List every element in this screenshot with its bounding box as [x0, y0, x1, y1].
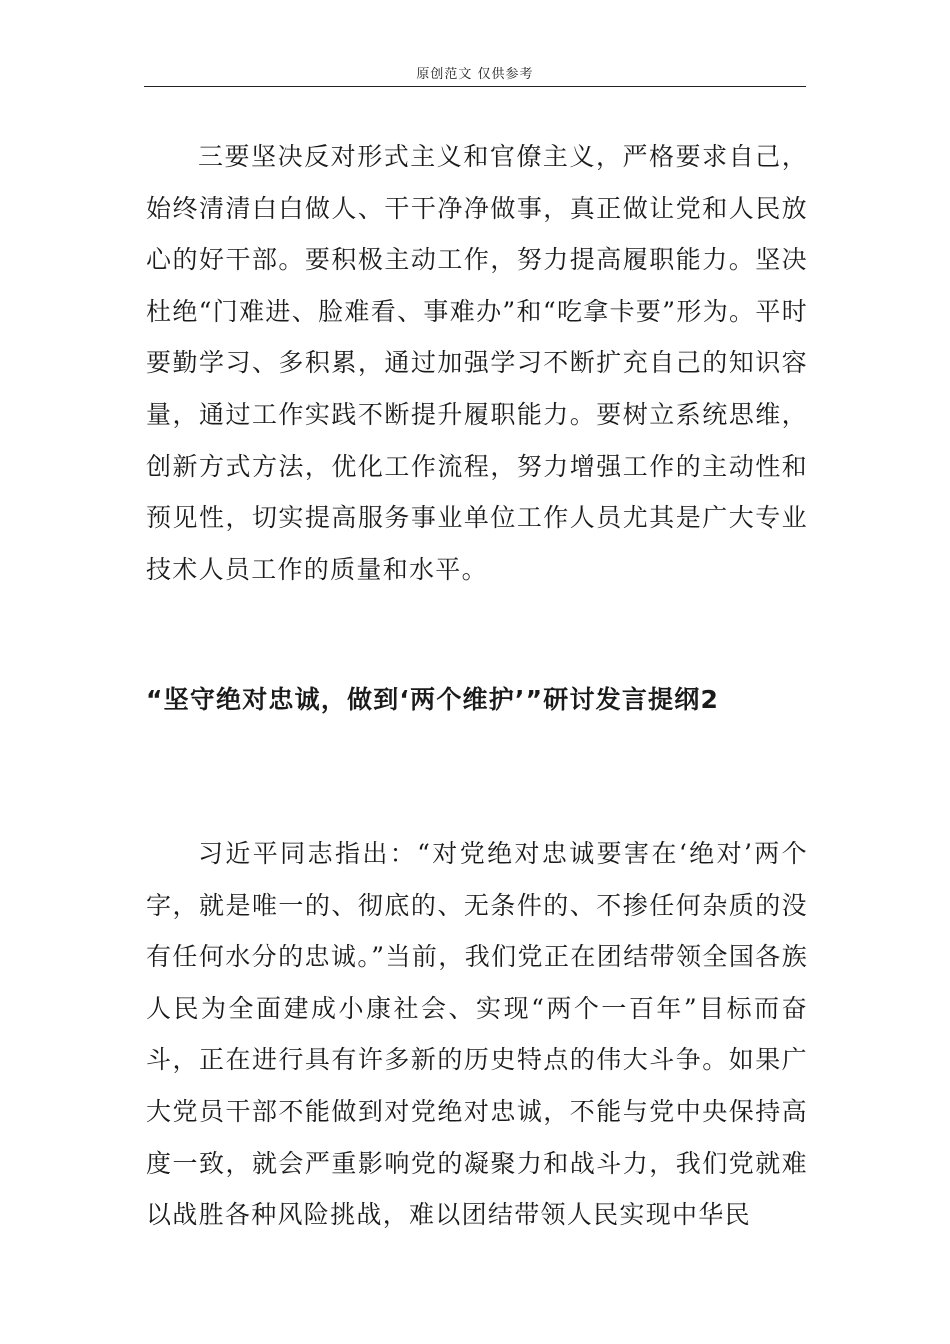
body-paragraph: 习近平同志指出：“对党绝对忠诚要害在‘绝对’两个字，就是唯一的、彻底的、无条件的、不掺任何杂质的没有任何水分的忠诚。”当前，我们党正在团结带领全国各族人民为全面建成小康社会、实现“两个一百年”目标而奋斗，正在进行具有许多新的历史特点的伟大斗争。如果广大党员干部不能做到对党绝对忠诚，不能与党中央保持高度一致，就会严重影响党的凝聚力和战斗力，我们党就难以战胜各种风险挑战，难以团结带领人民实现中华民 [146, 839, 808, 1230]
section-title: “坚守绝对忠诚，做到‘两个维护’”研讨发言提纲2 [146, 685, 720, 714]
header-divider [144, 86, 806, 87]
page-header: 原创范文 仅供参考 [416, 67, 534, 82]
body-paragraph: 三要坚决反对形式主义和官僚主义，严格要求自己，始终清清白白做人、干干净净做事，真正做让党和人民放心的好干部。要积极主动工作，努力提高履职能力。坚决杜绝“门难进、脸难看、事难办”和“吃拿卡要”形为。平时要勤学习、多积累，通过加强学习不断扩充自己的知识容量，通过工作实践不断提升履职能力。要树立系统思维，创新方式方法，优化工作流程，努力增强工作的主动性和预见性，切实提高服务事业单位工作人员尤其是广大专业技术人员工作的质量和水平。 [146, 142, 808, 584]
